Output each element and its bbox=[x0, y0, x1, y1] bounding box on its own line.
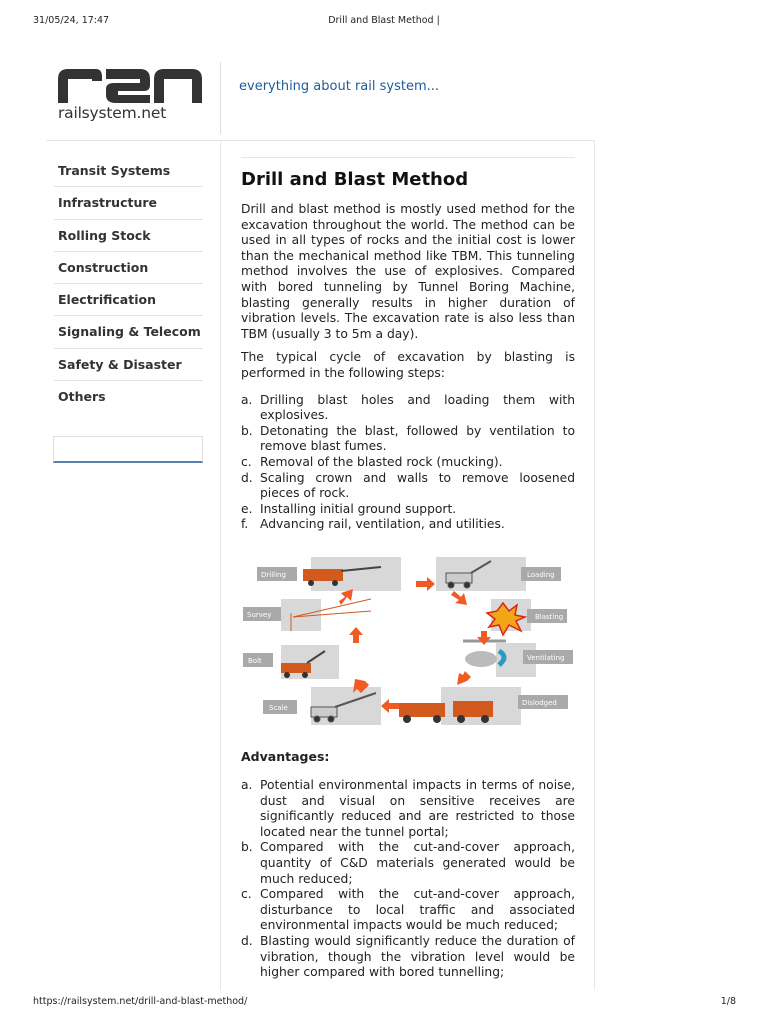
list-item: f. Advancing rail, ventilation, and utilities. bbox=[241, 517, 505, 532]
sidebar-nav bbox=[54, 155, 203, 413]
site-name: railsystem.net bbox=[58, 104, 167, 122]
article-content bbox=[241, 157, 575, 981]
list-item: a. Drilling blast holes and loading them with explosives. bbox=[241, 392, 575, 423]
cycle-intro-paragraph: The typical cycle of excavation by blasting is performed in the following steps: bbox=[241, 350, 575, 380]
print-url: https://railsystem.net/drill-and-blast-method/ bbox=[33, 996, 248, 1007]
content-right-border bbox=[594, 140, 595, 990]
sidebar-item-transit-systems[interactable]: Transit Systems bbox=[54, 155, 203, 187]
title-divider bbox=[241, 157, 575, 158]
diagram-label-dislodged: Dislodged bbox=[522, 698, 557, 707]
sidebar-item-construction[interactable]: Construction bbox=[54, 252, 203, 284]
list-item: d. Blasting would significantly reduce the duration of vibration, though the vibration level would be higher compared with bored tunnelling; bbox=[241, 934, 575, 980]
sidebar-divider bbox=[220, 140, 221, 990]
rzn-logo-icon bbox=[56, 65, 206, 105]
sidebar-item-safety-disaster[interactable]: Safety & Disaster bbox=[54, 349, 203, 381]
sidebar-item-others[interactable]: Others bbox=[58, 389, 106, 405]
intro-paragraph: Drill and blast method is mostly used method for the excavation throughout the world. The method can be used in all types of rocks and the initial cost is lower than the mechanical method like TBM. This tunneling method involves the use of explosives. Compared with bored tunneling by Tunnel Boring Machine, blasting generally results in higher duration of vibration levels. The excavation rate is also less than TBM (usually 3 to 5m a day). bbox=[241, 202, 575, 341]
diagram-label-survey: Survey bbox=[247, 610, 272, 619]
header-divider bbox=[220, 62, 221, 134]
list-item: a. Potential environmental impacts in terms of noise, dust and visual on sensitive receives are significantly reduced and are restricted to those located near the tunnel portal; bbox=[241, 778, 575, 839]
diagram-label-drilling: Drilling bbox=[261, 570, 286, 579]
blasting-cycle-diagram bbox=[241, 555, 575, 731]
print-footer bbox=[0, 996, 768, 1010]
list-item: d. Scaling crown and walls to remove loosened pieces of rock. bbox=[241, 470, 575, 501]
page-title: Drill and Blast Method bbox=[241, 169, 469, 190]
arrow-icon bbox=[381, 699, 399, 713]
print-page-number: 1/8 bbox=[720, 996, 736, 1007]
print-header bbox=[0, 15, 768, 29]
list-item: e. Installing initial ground support. bbox=[241, 501, 457, 516]
list-item: b. Detonating the blast, followed by ventilation to remove blast fumes. bbox=[241, 423, 575, 454]
list-item: c. Compared with the cut-and-cover approach, disturbance to local traffic and associated environmental impacts would be much reduced; bbox=[241, 887, 575, 933]
list-item: c. Removal of the blasted rock (mucking). bbox=[241, 454, 503, 469]
arrow-icon bbox=[457, 671, 471, 685]
layout-top-divider bbox=[46, 140, 595, 141]
arrow-icon bbox=[477, 631, 491, 645]
site-tagline: everything about rail system... bbox=[239, 79, 440, 94]
list-item: b. Compared with the cut-and-cover approach, quantity of C&D materials generated would be much reduced; bbox=[241, 840, 575, 886]
sidebar-item-infrastructure[interactable]: Infrastructure bbox=[54, 187, 203, 219]
diagram-label-blasting: Blasting bbox=[535, 612, 564, 621]
diagram-label-loading: Loading bbox=[527, 570, 555, 579]
sidebar-item-electrification[interactable]: Electrification bbox=[54, 284, 203, 316]
diagram-label-bolt: Bolt bbox=[248, 656, 262, 665]
sidebar-item-signaling-telecom[interactable]: Signaling & Telecom bbox=[54, 316, 203, 348]
arrow-icon bbox=[416, 577, 435, 591]
arrow-icon bbox=[349, 627, 363, 643]
excavation-steps-list bbox=[241, 393, 575, 533]
diagram-label-scale: Scale bbox=[269, 703, 288, 712]
arrow-icon bbox=[451, 591, 467, 605]
print-page-title: Drill and Blast Method | bbox=[328, 15, 440, 26]
diagram-label-ventilating: Ventilating bbox=[527, 653, 565, 662]
sidebar-search-box[interactable] bbox=[53, 436, 203, 463]
advantages-heading: Advantages: bbox=[241, 749, 330, 765]
sidebar-item-rolling-stock[interactable]: Rolling Stock bbox=[54, 220, 203, 252]
arrow-icon bbox=[339, 589, 353, 605]
print-datetime: 31/05/24, 17:47 bbox=[33, 15, 110, 26]
advantages-list bbox=[241, 778, 575, 981]
